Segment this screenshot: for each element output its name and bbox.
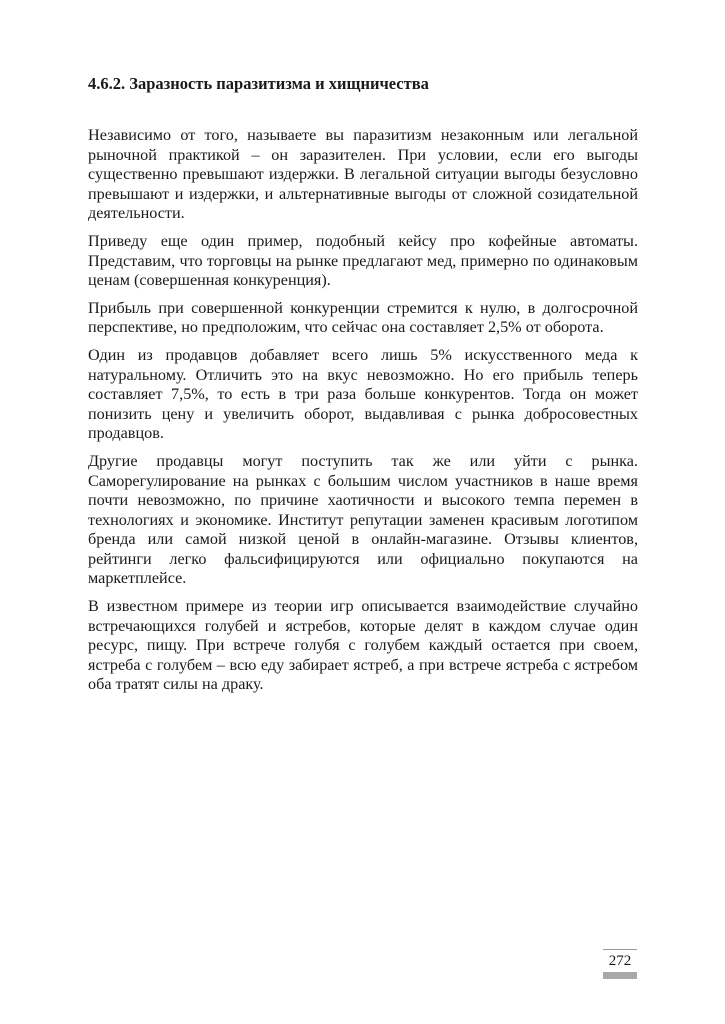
page-number-block bbox=[603, 949, 637, 979]
section-heading: 4.6.2. Заразность паразитизма и хищничества bbox=[88, 74, 429, 93]
paragraph: Другие продавцы могут поступить так же или уйти с рынка. Саморегулирование на рынках с большим числом участников в наше время почти невозможно, по причине хаотичности и высокого темпа перемен в технологиях и экономике. Институт репутации заменен красивым логотипом бренда или самой низкой ценой в онлайн-магазине. Отзывы клиентов, рейтинги легко фальсифицируются или официально покупаются на маркетплейсе. bbox=[88, 451, 638, 588]
body-text bbox=[88, 126, 638, 703]
paragraph: В известном примере из теории игр описывается взаимодействие случайно встречающихся голубей и ястребов, которые делят в каждом случае один ресурс, пищу. При встрече голубя с голубем каждый остается при своем, ястреба с голубем – всю еду забирает ястреб, а при встрече ястреба с ястребом оба тратят силы на драку. bbox=[88, 597, 638, 694]
page-number-bar bbox=[603, 972, 637, 979]
paragraph: Один из продавцов добавляет всего лишь 5% искусственного меда к натуральному. Отличить это на вкус невозможно. Но его прибыль теперь составляет 7,5%, то есть в три раза больше конкурентов. Тогда он может понизить цену и увеличить оборот, выдавливая с рынка добросовестных продавцов. bbox=[88, 345, 638, 443]
paragraph: Прибыль при совершенной конкуренции стремится к нулю, в долгосрочной перспективе, но предположим, что сейчас она составляет 2,5% от оборота. bbox=[88, 298, 638, 337]
page-number: 272 bbox=[608, 953, 632, 969]
paragraph: Независимо от того, называете вы паразитизм незаконным или легальной рыночной практикой – он заразителен. При условии, если его выгоды существенно превышают издержки. В легальной ситуации выгоды безусловно превышают и издержки, и альтернативные выгоды от сложной созидательной деятельности. bbox=[88, 126, 638, 223]
paragraph: Приведу еще один пример, подобный кейсу про кофейные автоматы. Представим, что торговцы на рынке предлагают мед, примерно по одинаковым ценам (совершенная конкуренция). bbox=[88, 231, 638, 290]
